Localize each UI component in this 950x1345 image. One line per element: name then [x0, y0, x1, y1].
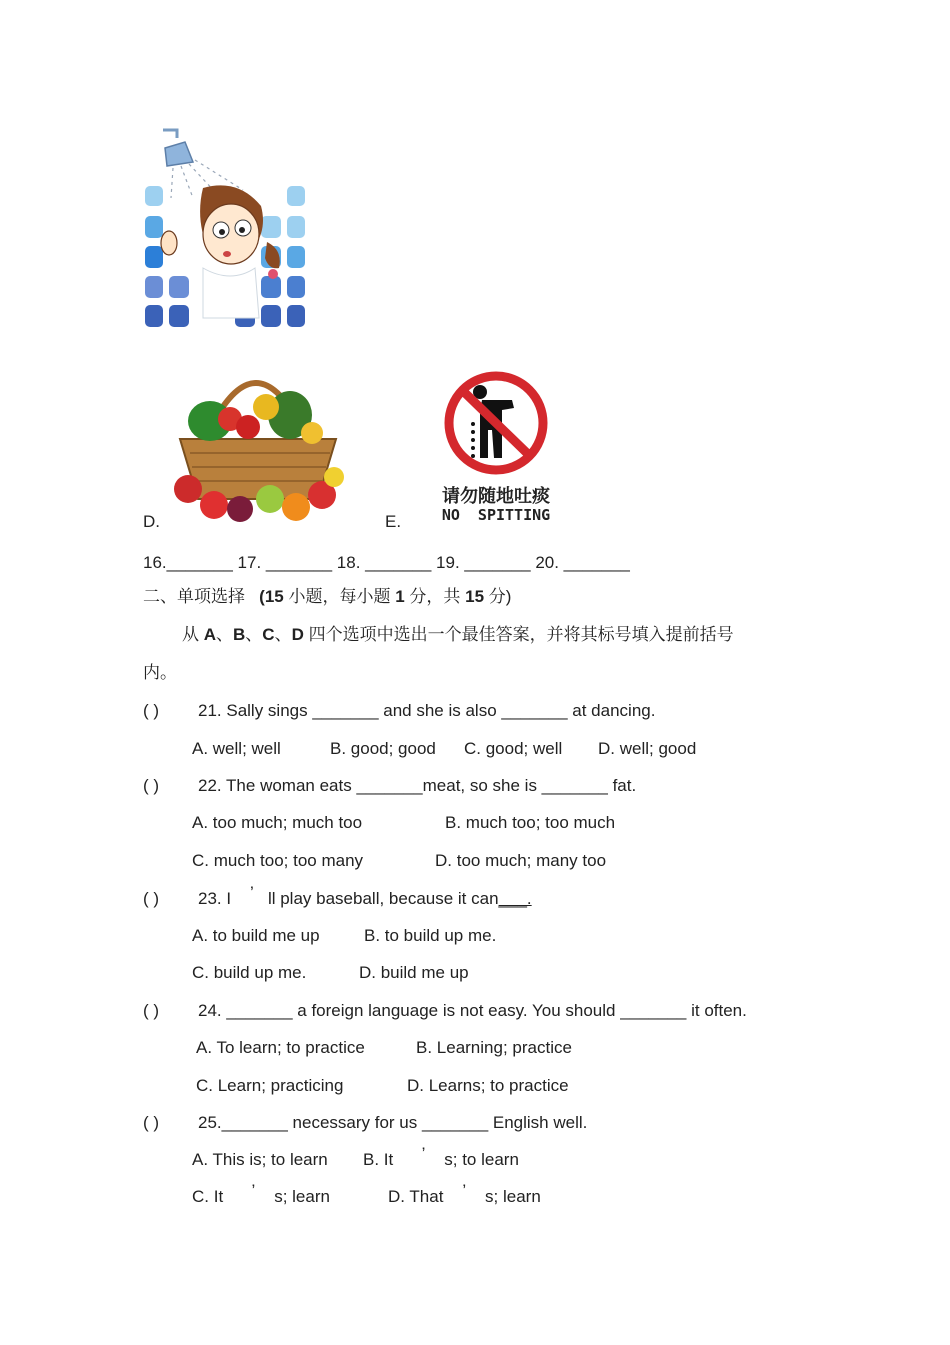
- section2-instruction: [182, 625, 734, 645]
- apostrophe: ’: [421, 1144, 426, 1163]
- q21-option-d: D. well; good: [598, 739, 697, 758]
- instr-sep: 、: [245, 625, 263, 644]
- section2-instruction-cont: 内。: [143, 663, 177, 682]
- q23-stem: [198, 883, 532, 909]
- q25-option-c: [192, 1181, 330, 1207]
- q21-stem: 21. Sally sings _______ and she is also _______ at dancing.: [198, 701, 656, 720]
- q21-option-a: A. well; well: [192, 739, 281, 758]
- q23-option-b: B. to build up me.: [364, 926, 497, 945]
- q22-stem: 22. The woman eats _______meat, so she is _______ fat.: [198, 776, 637, 795]
- option-label-e: E.: [385, 512, 402, 531]
- girl-shower-illustration: [143, 128, 306, 330]
- sign-chinese-text: 请勿随地吐痰: [442, 486, 550, 507]
- q23-stem-b: ll play baseball, because it can: [267, 889, 499, 908]
- q25-paren: ( ): [143, 1113, 160, 1132]
- q25-option-c-a: C. It: [192, 1187, 224, 1206]
- q24-stem: 24. _______ a foreign language is not easy. You should _______ it often.: [198, 1001, 747, 1020]
- q23-blank: ___.: [498, 889, 532, 908]
- section2-title: 二、单项选择: [143, 587, 245, 606]
- q25-option-a: A. This is; to learn: [192, 1150, 328, 1169]
- q23-stem-a: 23. I: [198, 889, 232, 908]
- section2-heading: [143, 587, 511, 607]
- q25-option-b: [363, 1144, 519, 1170]
- q22-option-b: B. much too; too much: [445, 813, 616, 832]
- q25-option-b-a: B. It: [363, 1150, 394, 1169]
- q25-option-c-b: s; learn: [274, 1187, 330, 1206]
- q22-paren: ( ): [143, 776, 160, 795]
- apostrophe: ’: [250, 883, 254, 902]
- q21-paren: ( ): [143, 701, 160, 720]
- q21-option-b: B. good; good: [330, 739, 436, 758]
- q24-option-b: B. Learning; practice: [416, 1038, 572, 1057]
- q23-option-c: C. build up me.: [192, 963, 307, 982]
- q22-option-d: D. too much; many too: [435, 851, 607, 870]
- heading-text-3: 分): [484, 587, 512, 606]
- q23-option-d: D. build me up: [359, 963, 469, 982]
- q23-paren: ( ): [143, 889, 160, 908]
- q24-option-d: D. Learns; to practice: [407, 1076, 569, 1095]
- q25-option-d-a: D. That: [388, 1187, 444, 1206]
- q25-option-b-b: s; to learn: [444, 1150, 519, 1169]
- vegetable-fruit-basket-image: [170, 349, 346, 525]
- apostrophe: ’: [251, 1181, 256, 1200]
- q25-stem: 25._______ necessary for us _______ English well.: [198, 1113, 588, 1132]
- q22-option-c: C. much too; too many: [192, 851, 364, 870]
- q24-option-a: A. To learn; to practice: [196, 1038, 365, 1057]
- instr-sep: 、: [274, 625, 292, 644]
- instr-c: C: [262, 625, 275, 644]
- q24-paren: ( ): [143, 1001, 160, 1020]
- no-spitting-sign-icon: [418, 370, 574, 526]
- instr-a: A: [203, 625, 217, 644]
- q24-option-c: C. Learn; practicing: [196, 1076, 344, 1095]
- option-label-d: D.: [143, 512, 160, 531]
- instr-b: B: [233, 625, 246, 644]
- instr-d: D: [291, 625, 304, 644]
- q22-option-a: A. too much; much too: [192, 813, 363, 832]
- sign-english-text: NO SPITTING: [441, 506, 551, 524]
- instr-sep: 、: [216, 625, 234, 644]
- q23-option-a: A. to build me up: [192, 926, 320, 945]
- heading-num-questions: 15: [264, 587, 284, 606]
- heading-paren-open: (: [259, 587, 265, 606]
- instr-text-1: 从: [182, 625, 204, 644]
- heading-num-score: 1: [395, 587, 405, 606]
- q25-option-d: [388, 1181, 541, 1207]
- heading-num-total: 15: [465, 587, 485, 606]
- heading-text-1: 小题，每小题: [283, 587, 396, 606]
- q21-option-c: C. good; well: [464, 739, 563, 758]
- q25-option-d-b: s; learn: [485, 1187, 541, 1206]
- heading-text-2: 分，共: [404, 587, 466, 606]
- instr-text-2: 四个选项中选出一个最佳答案，并将其标号填入提前括号: [303, 625, 734, 644]
- answer-blanks-16-20: 16._______ 17. _______ 18. _______ 19. _______ 20. _______: [143, 553, 630, 572]
- apostrophe: ’: [462, 1181, 467, 1200]
